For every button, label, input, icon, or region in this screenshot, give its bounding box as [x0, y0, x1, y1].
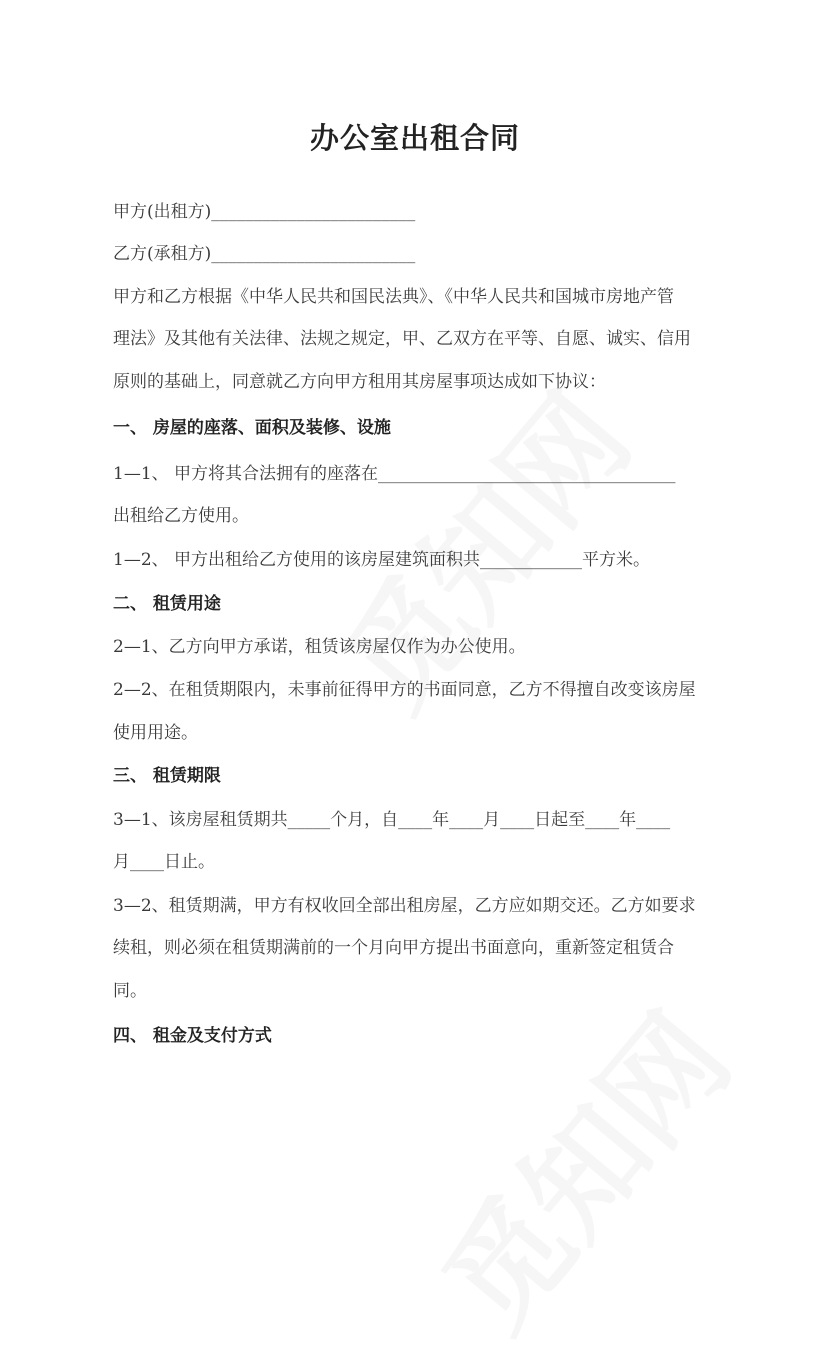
- preamble-line: 理法》及其他有关法律、法规之规定，甲、乙双方在平等、自愿、诚实、信用: [113, 329, 691, 349]
- clause-2-1: 2—1、乙方向甲方承诺，租赁该房屋仅作为办公使用。: [113, 637, 526, 657]
- clause-1-2: 1—2、 甲方出租给乙方使用的该房屋建筑面积共____________平方米。: [113, 550, 651, 570]
- clause-1-1: 1—1、 甲方将其合法拥有的座落在___________________________________: [113, 464, 676, 484]
- party-a-line: 甲方(出租方)________________________: [113, 202, 416, 222]
- section-heading-1: 一、 房屋的座落、面积及装修、设施: [113, 418, 391, 438]
- clause-3-2: 3—2、租赁期满，甲方有权收回全部出租房屋，乙方应如期交还。乙方如要求: [113, 896, 696, 916]
- preamble-line: 甲方和乙方根据《中华人民共和国民法典》、《中华人民共和国城市房地产管: [113, 287, 674, 307]
- clause-3-1-cont: 月____日止。: [113, 852, 215, 872]
- clause-2-2: 2—2、在租赁期限内，未事前征得甲方的书面同意，乙方不得擅自改变该房屋: [113, 680, 696, 700]
- clause-2-2-cont: 使用用途。: [113, 723, 198, 743]
- clause-3-2-cont: 同。: [113, 981, 147, 1001]
- party-b-line: 乙方(承租方)________________________: [113, 244, 416, 264]
- clause-3-1: 3—1、该房屋租赁期共_____个月，自____年____月____日起至____年____: [113, 810, 671, 830]
- section-heading-2: 二、 租赁用途: [113, 594, 221, 614]
- document-title: 办公室出租合同: [309, 121, 520, 155]
- section-heading-3: 三、 租赁期限: [113, 766, 221, 786]
- clause-1-1-cont: 出租给乙方使用。: [113, 506, 249, 526]
- section-heading-4: 四、 租金及支付方式: [113, 1026, 272, 1046]
- preamble-line: 原则的基础上，同意就乙方向甲方租用其房屋事项达成如下协议：: [113, 372, 606, 392]
- clause-3-2-cont: 续租，则必须在租赁期满前的一个月向甲方提出书面意向，重新签定租赁合: [113, 938, 674, 958]
- watermark: [398, 973, 761, 1359]
